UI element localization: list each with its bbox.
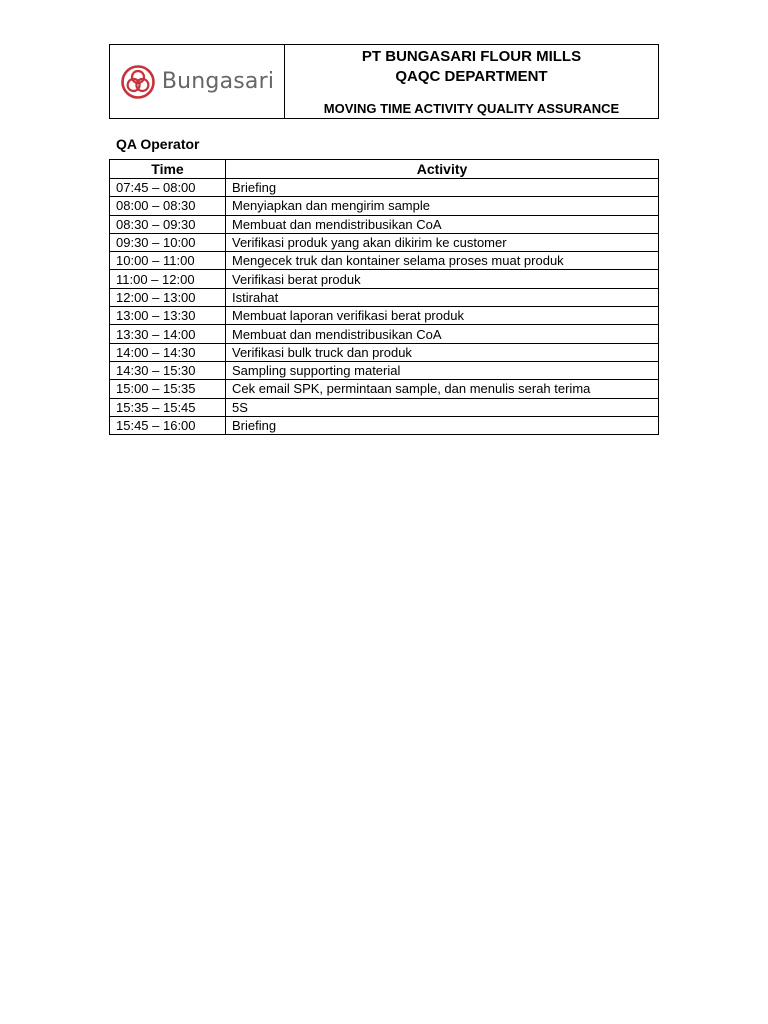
- table-row: [110, 325, 659, 343]
- activity-cell: Verifikasi bulk truck dan produk: [226, 343, 659, 361]
- table-row: [110, 398, 659, 416]
- table-row: [110, 380, 659, 398]
- activity-cell: Membuat dan mendistribusikan CoA: [226, 325, 659, 343]
- table-row: [110, 197, 659, 215]
- time-cell: 11:00 – 12:00: [110, 270, 226, 288]
- document-title: MOVING TIME ACTIVITY QUALITY ASSURANCE: [323, 101, 620, 116]
- company-name: PT BUNGASARI FLOUR MILLS: [361, 48, 582, 65]
- bungasari-logo-icon: [120, 64, 156, 100]
- time-cell: 09:30 – 10:00: [110, 233, 226, 251]
- logo-cell: [110, 45, 285, 118]
- column-header-time: Time: [110, 160, 226, 179]
- column-header-activity: Activity: [226, 160, 659, 179]
- time-cell: 12:00 – 13:00: [110, 288, 226, 306]
- activity-cell: Briefing: [226, 179, 659, 197]
- document-header: [109, 44, 659, 119]
- time-cell: 14:30 – 15:30: [110, 361, 226, 379]
- table-row: [110, 270, 659, 288]
- table-row: [110, 416, 659, 434]
- time-cell: 13:30 – 14:00: [110, 325, 226, 343]
- activity-cell: Menyiapkan dan mengirim sample: [226, 197, 659, 215]
- time-cell: 08:00 – 08:30: [110, 197, 226, 215]
- schedule-table: [109, 159, 659, 435]
- section-label: QA Operator: [116, 136, 200, 152]
- time-cell: 15:45 – 16:00: [110, 416, 226, 434]
- logo-text: Bungasari: [161, 69, 275, 94]
- time-cell: 13:00 – 13:30: [110, 307, 226, 325]
- time-cell: 14:00 – 14:30: [110, 343, 226, 361]
- table-row: [110, 233, 659, 251]
- activity-cell: Cek email SPK, permintaan sample, dan menulis serah terima: [226, 380, 659, 398]
- table-row: [110, 343, 659, 361]
- activity-cell: Membuat laporan verifikasi berat produk: [226, 307, 659, 325]
- time-cell: 10:00 – 11:00: [110, 252, 226, 270]
- department-name: QAQC DEPARTMENT: [395, 68, 548, 85]
- activity-cell: Membuat dan mendistribusikan CoA: [226, 215, 659, 233]
- time-cell: 08:30 – 09:30: [110, 215, 226, 233]
- table-row: [110, 252, 659, 270]
- activity-cell: Sampling supporting material: [226, 361, 659, 379]
- title-cell: [285, 45, 658, 118]
- time-cell: 07:45 – 08:00: [110, 179, 226, 197]
- table-row: [110, 215, 659, 233]
- time-cell: 15:35 – 15:45: [110, 398, 226, 416]
- table-row: [110, 307, 659, 325]
- time-cell: 15:00 – 15:35: [110, 380, 226, 398]
- activity-cell: Verifikasi berat produk: [226, 270, 659, 288]
- activity-cell: Istirahat: [226, 288, 659, 306]
- activity-cell: Verifikasi produk yang akan dikirim ke customer: [226, 233, 659, 251]
- activity-cell: Briefing: [226, 416, 659, 434]
- table-row: [110, 179, 659, 197]
- table-row: [110, 288, 659, 306]
- table-header-row: [110, 160, 659, 179]
- activity-cell: Mengecek truk dan kontainer selama proses muat produk: [226, 252, 659, 270]
- activity-cell: 5S: [226, 398, 659, 416]
- table-row: [110, 361, 659, 379]
